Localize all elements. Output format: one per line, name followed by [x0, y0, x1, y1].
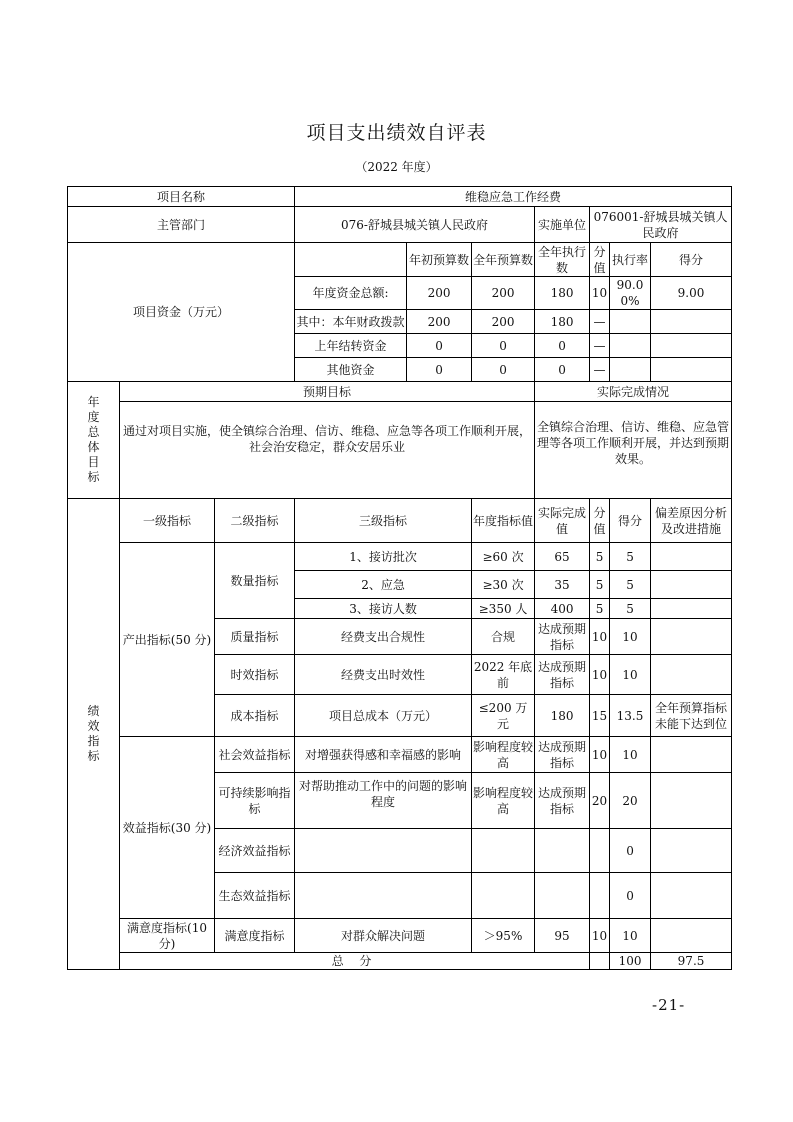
indicator-weight: 10: [590, 619, 610, 655]
funds-row-weight: —: [590, 334, 610, 358]
benefit-indicator-label: 效益指标(30 分): [120, 737, 215, 919]
indicator-score: 0: [610, 873, 651, 919]
actual-completion-header: 实际完成情况: [535, 382, 732, 402]
satisfaction-level1-label: 满意度指标(10分): [120, 919, 215, 953]
sustainable-impact-label: 可持续影响指标: [215, 773, 295, 829]
funds-header-full: 全年预算数: [472, 243, 535, 277]
indicator-target: 合规: [472, 619, 535, 655]
indicator-score: 5: [610, 543, 651, 571]
indicator-weight: 10: [590, 919, 610, 953]
indicator-target: ≥30 次: [472, 571, 535, 599]
indicator-note: [651, 655, 732, 695]
indicator-score: 10: [610, 655, 651, 695]
indicator-header-score: 得分: [610, 499, 651, 543]
indicator-actual: 65: [535, 543, 590, 571]
quality-indicator-label: 质量指标: [215, 619, 295, 655]
indicator-weight: 20: [590, 773, 610, 829]
indicator-actual: [535, 829, 590, 873]
funds-row-score: 9.00: [651, 277, 732, 310]
funds-row-weight: —: [590, 310, 610, 334]
indicator-header-level1: 一级指标: [120, 499, 215, 543]
indicator-score: 20: [610, 773, 651, 829]
total-score: 97.5: [651, 953, 732, 970]
indicator-actual: 400: [535, 599, 590, 619]
funds-row-executed: 0: [535, 334, 590, 358]
indicator-row: [68, 919, 732, 953]
actual-completion-text: 全镇综合治理、信访、维稳、应急管理等各项工作顺利开展，并达到预期效果。: [535, 402, 732, 499]
indicator-target: ≥60 次: [472, 543, 535, 571]
goals-header-row: [68, 382, 732, 402]
document-title: 项目支出绩效自评表: [306, 122, 487, 144]
indicator-score: 10: [610, 919, 651, 953]
indicator-header-row: [68, 499, 732, 543]
ecological-benefit-label: 生态效益指标: [215, 873, 295, 919]
funds-row-executed: 180: [535, 310, 590, 334]
funds-row-name: 其中：本年财政拨款: [295, 310, 407, 334]
indicator-note: [651, 773, 732, 829]
funds-row-score: [651, 310, 732, 334]
indicator-name: 对增强获得感和幸福感的影响: [295, 737, 472, 773]
funds-row-initial: 200: [407, 277, 472, 310]
performance-indicators-label: 绩效指标: [68, 499, 120, 970]
indicator-note: [651, 599, 732, 619]
indicator-header-level2: 二级指标: [215, 499, 295, 543]
funds-label: 项目资金（万元）: [68, 243, 295, 382]
indicator-target: [472, 873, 535, 919]
funds-row-score: [651, 358, 732, 382]
total-row: [68, 953, 732, 970]
output-indicator-label: 产出指标(50 分): [120, 543, 215, 737]
quantity-indicator-label: 数量指标: [215, 543, 295, 619]
funds-row-initial: 200: [407, 310, 472, 334]
funds-row-name: 其他资金: [295, 358, 407, 382]
indicator-target: ≤200 万元: [472, 695, 535, 737]
indicator-note: [651, 543, 732, 571]
indicator-name: 项目总成本（万元）: [295, 695, 472, 737]
funds-row-full: 200: [472, 310, 535, 334]
funds-row-weight: —: [590, 358, 610, 382]
timeliness-indicator-label: 时效指标: [215, 655, 295, 695]
indicator-target: ＞95%: [472, 919, 535, 953]
indicator-row: [68, 737, 732, 773]
implementing-unit-value: 076001-舒城县城关镇人民政府: [590, 207, 732, 243]
indicator-actual: 95: [535, 919, 590, 953]
indicator-actual: 达成预期指标: [535, 737, 590, 773]
funds-row-rate: [610, 358, 651, 382]
social-benefit-label: 社会效益指标: [215, 737, 295, 773]
project-name-value: 维稳应急工作经费: [295, 187, 732, 207]
indicator-score: 10: [610, 737, 651, 773]
funds-row-weight: 10: [590, 277, 610, 310]
indicator-header-actual: 实际完成值: [535, 499, 590, 543]
indicator-name: [295, 873, 472, 919]
total-weight: 100: [610, 953, 651, 970]
satisfaction-level2-label: 满意度指标: [215, 919, 295, 953]
indicator-name: 经费支出合规性: [295, 619, 472, 655]
indicator-weight: [590, 873, 610, 919]
funds-row-initial: 0: [407, 358, 472, 382]
indicator-note: [651, 919, 732, 953]
funds-row-full: 0: [472, 358, 535, 382]
indicator-actual: 达成预期指标: [535, 655, 590, 695]
indicator-note: [651, 829, 732, 873]
indicator-name: 2、应急: [295, 571, 472, 599]
funds-row-full: 200: [472, 277, 535, 310]
funds-header-initial: 年初预算数: [407, 243, 472, 277]
indicator-weight: 5: [590, 599, 610, 619]
indicator-target: 影响程度较高: [472, 773, 535, 829]
indicator-weight: 10: [590, 655, 610, 695]
indicator-score: 5: [610, 599, 651, 619]
indicator-name: 对帮助推动工作中的问题的影响程度: [295, 773, 472, 829]
department-label: 主管部门: [68, 207, 295, 243]
indicator-score: 10: [610, 619, 651, 655]
indicator-name: 对群众解决问题: [295, 919, 472, 953]
indicator-note: [651, 619, 732, 655]
funds-row-executed: 180: [535, 277, 590, 310]
funds-row-rate: [610, 334, 651, 358]
funds-header-rate: 执行率: [610, 243, 651, 277]
expected-goal-text: 通过对项目实施，使全镇综合治理、信访、维稳、应急等各项工作顺利开展，社会治安稳定，群众安居乐业: [120, 402, 535, 499]
department-value: 076-舒城县城关镇人民政府: [295, 207, 535, 243]
indicator-actual: 达成预期指标: [535, 619, 590, 655]
evaluation-table: [67, 186, 732, 970]
funds-row-score: [651, 334, 732, 358]
indicator-target: ≥350 人: [472, 599, 535, 619]
indicator-score: 13.5: [610, 695, 651, 737]
project-name-label: 项目名称: [68, 187, 295, 207]
indicator-header-weight: 分值: [590, 499, 610, 543]
indicator-name: 3、接访人数: [295, 599, 472, 619]
funds-header-blank: [295, 243, 407, 277]
indicator-note: [651, 737, 732, 773]
indicator-score: 0: [610, 829, 651, 873]
indicator-note: 全年预算指标未能下达到位: [651, 695, 732, 737]
page-number: -21-: [652, 996, 686, 1014]
indicator-weight: 10: [590, 737, 610, 773]
indicator-name: [295, 829, 472, 873]
indicator-actual: 达成预期指标: [535, 773, 590, 829]
funds-row-full: 0: [472, 334, 535, 358]
funds-header-executed: 全年执行数: [535, 243, 590, 277]
funds-header-row: [68, 243, 732, 277]
indicator-actual: 180: [535, 695, 590, 737]
funds-row-executed: 0: [535, 358, 590, 382]
expected-goal-header: 预期目标: [120, 382, 535, 402]
indicator-target: 2022 年底前: [472, 655, 535, 695]
funds-header-weight: 分值: [590, 243, 610, 277]
annual-goals-label: 年度总体目标: [68, 382, 120, 499]
funds-header-score: 得分: [651, 243, 732, 277]
indicator-name: 1、接访批次: [295, 543, 472, 571]
cost-indicator-label: 成本指标: [215, 695, 295, 737]
funds-row-name: 上年结转资金: [295, 334, 407, 358]
funds-row-rate: [610, 310, 651, 334]
indicator-target: [472, 829, 535, 873]
funds-row-rate: 90.00%: [610, 277, 651, 310]
indicator-header-target: 年度指标值: [472, 499, 535, 543]
total-blank: [590, 953, 610, 970]
funds-row-initial: 0: [407, 334, 472, 358]
indicator-note: [651, 571, 732, 599]
indicator-actual: [535, 873, 590, 919]
indicator-name: 经费支出时效性: [295, 655, 472, 695]
document-year: （2022 年度）: [355, 160, 438, 174]
goals-text-row: [68, 402, 732, 499]
indicator-weight: 5: [590, 571, 610, 599]
department-row: [68, 207, 732, 243]
indicator-weight: [590, 829, 610, 873]
indicator-score: 5: [610, 571, 651, 599]
indicator-header-level3: 三级指标: [295, 499, 472, 543]
total-score-label: 总 分: [120, 953, 590, 970]
indicator-actual: 35: [535, 571, 590, 599]
indicator-row: [68, 543, 732, 571]
indicator-weight: 15: [590, 695, 610, 737]
funds-row-name: 年度资金总额:: [295, 277, 407, 310]
indicator-header-note: 偏差原因分析及改进措施: [651, 499, 732, 543]
indicator-note: [651, 873, 732, 919]
implementing-unit-label: 实施单位: [535, 207, 590, 243]
economic-benefit-label: 经济效益指标: [215, 829, 295, 873]
project-name-row: [68, 187, 732, 207]
indicator-target: 影响程度较高: [472, 737, 535, 773]
indicator-weight: 5: [590, 543, 610, 571]
